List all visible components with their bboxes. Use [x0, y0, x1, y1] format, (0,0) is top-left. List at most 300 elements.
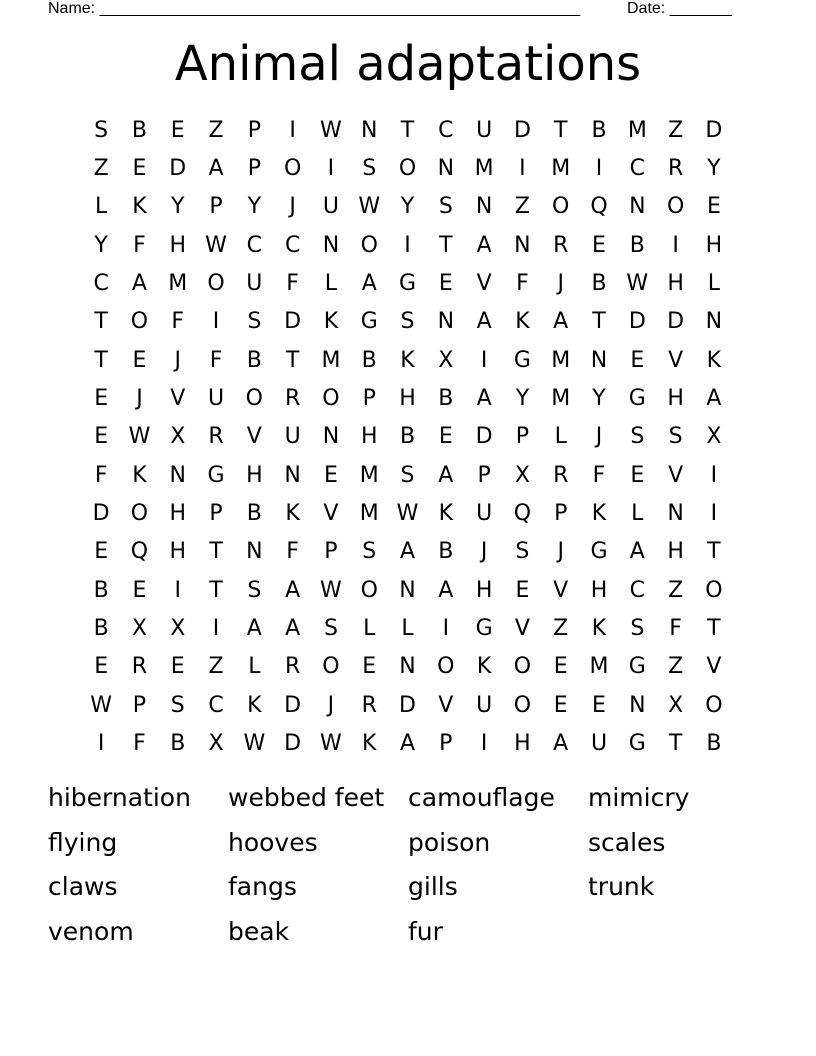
grid-letter: D — [92, 501, 110, 527]
word-bank-item: scales — [588, 827, 666, 857]
word-bank-item: venom — [48, 916, 134, 946]
grid-letter: E — [630, 462, 645, 488]
grid-letter: D — [284, 692, 302, 718]
grid-letter: E — [94, 424, 109, 450]
grid-letter: B — [438, 539, 454, 565]
grid-letter: C — [438, 117, 454, 143]
grid-letter: A — [361, 271, 377, 297]
grid-letter: E — [132, 156, 147, 182]
word-bank-item: hooves — [228, 827, 318, 857]
grid-letter: E — [94, 654, 109, 680]
grid-letter: N — [322, 232, 340, 258]
grid-letter: F — [94, 462, 108, 488]
grid-letter: O — [130, 501, 149, 527]
grid-letter: I — [327, 156, 335, 182]
grid-letter: P — [477, 462, 491, 488]
grid-letter: I — [480, 731, 488, 757]
grid-letter: H — [667, 271, 684, 297]
grid-letter: S — [630, 424, 645, 450]
grid-letter: X — [438, 347, 454, 373]
grid-letter: O — [705, 692, 723, 718]
grid-letter: E — [94, 386, 109, 412]
grid-letter: S — [94, 117, 109, 143]
grid-letter: S — [247, 309, 262, 335]
grid-letter: M — [627, 117, 647, 143]
grid-letter: I — [595, 156, 603, 182]
grid-letter: W — [205, 232, 227, 258]
word-bank-item: mimicry — [588, 783, 690, 812]
grid-letter: G — [475, 616, 493, 642]
grid-letter: J — [480, 539, 488, 565]
grid-letter: Y — [515, 386, 530, 412]
grid-letter: T — [209, 577, 223, 603]
grid-letter: X — [514, 462, 530, 488]
grid-letter: D — [705, 117, 723, 143]
grid-letter: Z — [208, 117, 224, 143]
grid-letter: A — [629, 539, 645, 565]
grid-letter: M — [321, 347, 341, 373]
grid-letter: P — [209, 194, 223, 220]
grid-letter: V — [668, 347, 684, 373]
grid-letter: P — [362, 386, 376, 412]
grid-letter: M — [551, 347, 571, 373]
grid-letter: B — [706, 731, 722, 757]
grid-letter: N — [475, 194, 493, 220]
grid-letter: K — [285, 501, 300, 527]
grid-letter: C — [246, 232, 263, 258]
grid-letter: E — [592, 232, 606, 258]
grid-letter: S — [247, 577, 262, 603]
grid-letter: S — [323, 616, 338, 642]
grid-letter: G — [590, 539, 608, 565]
grid-letter: O — [705, 577, 723, 603]
grid-letter: W — [243, 731, 266, 757]
grid-letter: C — [284, 232, 301, 258]
grid-letter: B — [591, 117, 607, 143]
grid-letter: H — [705, 232, 723, 258]
grid-letter: E — [170, 654, 185, 680]
grid-letter: D — [628, 309, 646, 335]
grid-letter: E — [132, 577, 147, 603]
grid-letter: N — [360, 117, 378, 143]
grid-letter: T — [553, 117, 568, 143]
grid-letter: Y — [707, 156, 721, 182]
grid-letter: L — [401, 616, 414, 642]
grid-letter: A — [706, 386, 722, 412]
grid-letter: X — [208, 731, 224, 757]
grid-letter: J — [327, 692, 335, 718]
grid-letter: N — [629, 194, 646, 220]
grid-letter: R — [667, 156, 684, 182]
grid-letter: N — [246, 539, 263, 565]
grid-letter: C — [629, 156, 645, 182]
grid-letter: B — [591, 271, 607, 297]
word-bank-item: fur — [408, 916, 443, 946]
grid-letter: L — [707, 271, 721, 297]
grid-letter: S — [515, 539, 530, 565]
grid-letter: H — [246, 462, 263, 488]
grid-letter: I — [289, 117, 296, 143]
grid-letter: C — [208, 692, 224, 718]
grid-letter: E — [362, 654, 377, 680]
grid-letter: P — [247, 156, 261, 182]
grid-letter: N — [590, 347, 608, 373]
grid-letter: F — [669, 616, 682, 642]
grid-letter: T — [209, 539, 223, 565]
grid-letter: O — [398, 156, 417, 182]
grid-letter: T — [668, 731, 683, 757]
grid-letter: B — [93, 616, 109, 642]
grid-letter: E — [515, 577, 530, 603]
grid-letter: K — [247, 692, 262, 718]
grid-letter: H — [169, 232, 187, 258]
grid-letter: B — [629, 232, 645, 258]
grid-letter: S — [400, 462, 415, 488]
grid-letter: A — [438, 577, 454, 603]
grid-letter: F — [286, 271, 299, 297]
word-bank-item: fangs — [228, 872, 297, 901]
grid-letter: F — [286, 539, 299, 565]
word-bank-item: claws — [48, 872, 118, 901]
grid-letter: R — [208, 424, 224, 450]
header-line — [48, 0, 768, 20]
grid-letter: L — [95, 194, 108, 220]
grid-letter: V — [170, 386, 186, 412]
grid-letter: G — [628, 386, 646, 412]
grid-letter: V — [706, 654, 722, 680]
grid-letter: Q — [513, 501, 532, 527]
grid-letter: O — [245, 386, 263, 412]
grid-letter: A — [285, 577, 301, 603]
grid-letter: S — [362, 156, 377, 182]
grid-letter: Y — [94, 232, 108, 258]
word-bank-item: trunk — [588, 872, 655, 901]
grid-letter: P — [439, 731, 453, 757]
grid-letter: V — [668, 462, 684, 488]
grid-letter: W — [320, 731, 342, 757]
grid-letter: I — [442, 616, 450, 642]
grid-letter: N — [284, 462, 301, 488]
grid-letter: U — [322, 194, 339, 220]
grid-letter: R — [361, 692, 377, 718]
grid-letter: G — [207, 462, 225, 488]
grid-letter: L — [363, 616, 376, 642]
grid-letter: H — [169, 501, 187, 527]
grid-letter: A — [476, 232, 492, 258]
grid-letter: T — [94, 309, 108, 335]
grid-letter: V — [438, 692, 454, 718]
grid-letter: P — [324, 539, 338, 565]
grid-letter: N — [514, 232, 531, 258]
grid-letter: A — [438, 462, 454, 488]
word-bank-item: gills — [408, 872, 458, 901]
grid-letter: L — [248, 654, 261, 680]
word-bank-item: webbed feet — [228, 783, 385, 812]
grid-letter: M — [551, 156, 571, 182]
page-title: Animal adaptations — [174, 36, 642, 92]
grid-letter: A — [476, 386, 492, 412]
grid-letter: S — [170, 692, 185, 718]
grid-letter: C — [93, 271, 109, 297]
grid-letter: H — [360, 424, 378, 450]
grid-letter: A — [399, 731, 416, 757]
grid-letter: I — [710, 501, 718, 527]
grid-letter: A — [208, 156, 224, 182]
grid-letter: M — [551, 386, 571, 412]
grid-letter: R — [131, 654, 148, 680]
word-bank-item: camouflage — [408, 783, 555, 812]
grid-letter: H — [514, 731, 531, 757]
grid-letter: K — [362, 731, 377, 757]
grid-letter: O — [322, 386, 340, 412]
grid-letter: H — [667, 386, 684, 412]
grid-letter: B — [170, 731, 186, 757]
grid-letter: B — [438, 386, 454, 412]
grid-letter: O — [552, 194, 570, 220]
grid-letter: W — [396, 501, 419, 527]
grid-letter: F — [133, 232, 146, 258]
grid-letter: R — [284, 386, 301, 412]
grid-letter: M — [359, 501, 379, 527]
grid-letter: I — [672, 232, 679, 258]
grid-letter: R — [553, 232, 569, 258]
grid-letter: M — [168, 271, 188, 297]
grid-letter: J — [136, 386, 143, 412]
grid-letter: X — [706, 424, 722, 450]
grid-letter: N — [169, 462, 186, 488]
grid-letter: U — [476, 117, 493, 143]
grid-letter: D — [169, 156, 187, 182]
grid-letter: B — [93, 577, 109, 603]
grid-letter: N — [399, 654, 416, 680]
grid-letter: B — [361, 347, 377, 373]
grid-letter: J — [557, 539, 564, 565]
grid-letter: X — [668, 692, 684, 718]
grid-letter: U — [207, 386, 225, 412]
grid-letter: E — [630, 347, 645, 373]
grid-letter: E — [553, 692, 568, 718]
grid-letter: S — [668, 424, 683, 450]
grid-letter: Y — [247, 194, 262, 220]
grid-letter: N — [705, 309, 723, 335]
grid-letter: O — [207, 271, 225, 297]
grid-letter: Z — [93, 156, 109, 182]
grid-letter: K — [515, 309, 530, 335]
grid-letter: T — [94, 347, 108, 373]
grid-letter: P — [132, 692, 147, 718]
grid-letter: E — [170, 117, 185, 143]
grid-letter: S — [438, 194, 453, 220]
grid-letter: X — [170, 424, 186, 450]
grid-letter: I — [212, 309, 220, 335]
grid-letter: P — [515, 424, 530, 450]
grid-letter: E — [706, 194, 721, 220]
grid-letter: H — [475, 577, 493, 603]
grid-letter: P — [247, 117, 261, 143]
grid-letter: O — [360, 577, 378, 603]
grid-letter: F — [171, 309, 185, 335]
grid-letter: W — [90, 692, 113, 718]
grid-letter: J — [557, 271, 564, 297]
grid-letter: N — [322, 424, 340, 450]
grid-letter: Z — [668, 577, 684, 603]
grid-letter: J — [289, 194, 296, 220]
grid-letter: S — [362, 539, 377, 565]
grid-letter: G — [398, 271, 417, 297]
grid-letter: L — [324, 271, 338, 297]
grid-letter: E — [553, 654, 568, 680]
grid-letter: Y — [400, 194, 415, 220]
grid-letter: J — [595, 424, 603, 450]
grid-letter: G — [360, 309, 378, 335]
grid-letter: A — [285, 616, 301, 642]
grid-letter: Y — [592, 386, 606, 412]
grid-letter: E — [323, 462, 338, 488]
grid-letter: I — [174, 577, 181, 603]
letter-grid — [82, 111, 733, 763]
grid-letter: O — [360, 232, 378, 258]
grid-letter: O — [437, 654, 455, 680]
grid-letter: K — [438, 501, 454, 527]
grid-letter: U — [284, 424, 301, 450]
grid-letter: G — [513, 347, 531, 373]
grid-letter: M — [474, 156, 494, 182]
grid-letter: A — [131, 271, 147, 297]
grid-letter: A — [399, 539, 416, 565]
grid-letter: S — [630, 616, 645, 642]
grid-letter: Z — [208, 654, 224, 680]
grid-letter: Z — [668, 654, 684, 680]
grid-letter: G — [628, 731, 646, 757]
grid-letter: I — [97, 731, 105, 757]
grid-letter: F — [209, 347, 223, 373]
grid-letter: F — [592, 462, 606, 488]
grid-letter: F — [516, 271, 529, 297]
grid-letter: G — [628, 654, 646, 680]
grid-letter: L — [631, 501, 644, 527]
grid-letter: T — [439, 232, 453, 258]
grid-letter: O — [513, 692, 532, 718]
grid-letter: D — [284, 731, 302, 757]
grid-letter: M — [359, 462, 379, 488]
grid-letter: X — [170, 616, 186, 642]
grid-letter: V — [246, 424, 262, 450]
grid-letter: I — [480, 347, 488, 373]
grid-letter: W — [128, 424, 151, 450]
grid-letter: W — [320, 117, 342, 143]
grid-letter: K — [400, 347, 415, 373]
grid-letter: T — [707, 539, 721, 565]
grid-letter: D — [475, 424, 493, 450]
grid-letter: Z — [668, 117, 684, 143]
grid-letter: E — [438, 424, 453, 450]
grid-letter: Q — [130, 539, 149, 565]
grid-letter: A — [553, 731, 569, 757]
grid-letter: T — [592, 309, 606, 335]
grid-letter: D — [284, 309, 302, 335]
grid-letter: O — [513, 654, 532, 680]
grid-letter: V — [553, 577, 569, 603]
grid-letter: V — [323, 501, 339, 527]
grid-letter: A — [246, 616, 262, 642]
grid-letter: I — [212, 616, 220, 642]
grid-letter: A — [553, 309, 569, 335]
grid-letter: I — [710, 462, 718, 488]
grid-letter: W — [320, 577, 342, 603]
grid-letter: U — [246, 271, 263, 297]
grid-letter: D — [667, 309, 685, 335]
grid-letter: N — [629, 692, 646, 718]
date-field[interactable]: Date: _______ — [627, 0, 732, 17]
grid-letter: Z — [514, 194, 530, 220]
grid-letter: P — [554, 501, 568, 527]
grid-letter: D — [513, 117, 531, 143]
grid-letter: H — [590, 577, 608, 603]
grid-letter: K — [476, 654, 492, 680]
grid-letter: H — [399, 386, 416, 412]
grid-letter: T — [707, 616, 721, 642]
grid-letter: K — [591, 616, 607, 642]
grid-letter: W — [358, 194, 381, 220]
grid-letter: Q — [590, 194, 608, 220]
grid-letter: I — [519, 156, 526, 182]
word-bank-item: flying — [48, 827, 118, 857]
grid-letter: O — [666, 194, 685, 220]
grid-letter: B — [131, 117, 147, 143]
grid-letter: Y — [171, 194, 185, 220]
grid-letter: D — [399, 692, 416, 718]
name-field[interactable]: Name: ______________________________________________________ — [48, 0, 581, 17]
grid-letter: O — [322, 654, 340, 680]
grid-letter: O — [130, 309, 149, 335]
grid-letter: E — [438, 271, 453, 297]
grid-letter: N — [437, 156, 455, 182]
grid-letter: V — [476, 271, 492, 297]
word-bank-item: hibernation — [48, 783, 191, 812]
word-bank — [48, 778, 768, 956]
grid-letter: A — [476, 309, 492, 335]
grid-letter: I — [404, 232, 411, 258]
grid-letter: S — [400, 309, 415, 335]
grid-letter: L — [554, 424, 567, 450]
grid-letter: T — [285, 347, 300, 373]
grid-letter: X — [131, 616, 147, 642]
grid-letter: K — [706, 347, 722, 373]
grid-letter: N — [399, 577, 416, 603]
grid-letter: E — [94, 539, 109, 565]
word-bank-item: beak — [228, 916, 290, 946]
grid-letter: U — [590, 731, 608, 757]
word-bank-item: poison — [408, 827, 491, 857]
grid-letter: B — [246, 347, 262, 373]
grid-letter: B — [399, 424, 416, 450]
grid-letter: B — [246, 501, 262, 527]
grid-letter: K — [132, 462, 147, 488]
grid-letter: U — [476, 501, 493, 527]
grid-letter: U — [476, 692, 493, 718]
grid-letter: Z — [553, 616, 569, 642]
grid-letter: M — [589, 654, 609, 680]
grid-letter: N — [667, 501, 684, 527]
grid-letter: F — [133, 731, 146, 757]
grid-letter: C — [629, 577, 645, 603]
grid-letter: H — [667, 539, 684, 565]
grid-letter: K — [591, 501, 607, 527]
grid-letter: O — [283, 156, 302, 182]
grid-letter: E — [132, 347, 147, 373]
grid-letter: K — [132, 194, 147, 220]
grid-letter: K — [323, 309, 339, 335]
